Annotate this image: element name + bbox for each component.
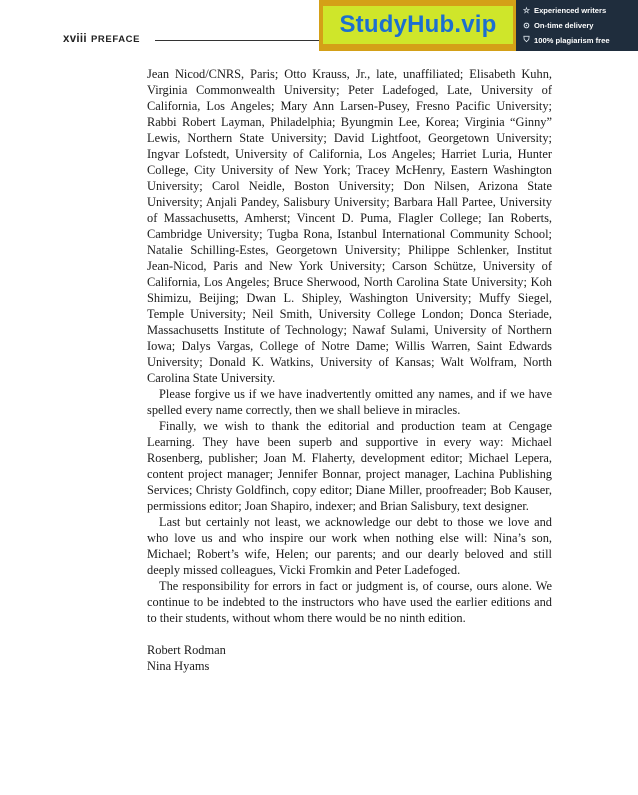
clock-icon: ⊙: [523, 20, 530, 30]
feature-item: [522, 18, 594, 32]
signature-block: [147, 642, 552, 674]
apology-paragraph: Please forgive us if we have inadvertently omitted any names, and if we have spelled every name correctly, then we shall believe in miracles.: [147, 387, 552, 417]
feature-label: Experienced writers: [534, 5, 607, 15]
banner-brand-panel[interactable]: [319, 0, 516, 51]
preface-body: [147, 66, 552, 674]
page-number: xviii: [63, 33, 87, 45]
ad-banner[interactable]: [319, 0, 638, 51]
family-thanks-paragraph: Last but certainly not least, we acknowledge our debt to those we love and who love us and who inspire our work when nothing else will: Nina’s son, Michael; Robert’s wife, Helen; our parents; and our dearly beloved and still deeply missed colleagues, Vicki Fromkin and Peter Ladefoged.: [147, 515, 552, 577]
responsibility-paragraph: The responsibility for errors in fact or judgment is, of course, ours alone. We continue to be indebted to the instructors who have used the earlier editions and to their students, without whom there would be no ninth edition.: [147, 579, 552, 625]
shield-icon: ⛉: [523, 35, 530, 44]
author-signature: Nina Hyams: [147, 659, 210, 673]
feature-label: 100% plagiarism free: [534, 35, 610, 45]
acknowledgments-list-paragraph: Jean Nicod/CNRS, Paris; Otto Krauss, Jr., late, unaffiliated; Elisabeth Kuhn, Virginia Commonwealth University; Peter Ladefoged, Late, University of California, Los Angeles; Mary Ann Larsen-Pusey, Fresno Pacific University; Rabbi Robert Layman, Philadelphia; Byungmin Lee, Korea; Virginia “Ginny” Lewis, Northern State University; David Lightfoot, Georgetown University; Ingvar Lofstedt, University of California, Los Angeles; Harriet Luria, Hunter College, City University of New York; Tracey McHenry, Eastern Washington University; Carol Neidle, Boston University; Don Nilsen, Arizona State University; Anjali Pandey, Salisbury University; Barbara Hall Partee, University of Massachusetts, Amherst; Vincent D. Puma, Flagler College; Ian Roberts, Cambridge University; Tugba Rona, Istanbul International Community School; Natalie Schilling-Estes, Georgetown University; Philippe Schlenker, Institut Jean-Nicod, Paris and New York University; Carson Schütze, University of California, Los Angeles; Bruce Sherwood, North Carolina State University; Koh Shimizu, Beijing; Dwan L. Shipley, Washington University; Muffy Siegel, Temple University; Neil Smith, University College London; Donca Steriade, Massachusetts Institute of Technology; Nawaf Sulami, University of Northern Iowa; Dalys Vargas, College of Notre Dame; Willis Warren, Saint Edwards University; Donald K. Watkins, University of Kansas; Walt Wolfram, North Carolina State University.: [147, 67, 552, 385]
author-signature: Robert Rodman: [147, 643, 226, 657]
feature-label: On-time delivery: [534, 20, 594, 30]
banner-features-panel: [516, 0, 638, 51]
brand-logo[interactable]: StudyHub.vip: [323, 6, 513, 44]
editorial-thanks-paragraph: Finally, we wish to thank the editorial and production team at Cengage Learning. They have been superb and supportive in every way: Michael Rosenberg, publisher; Joan M. Flaherty, development editor; Michael Lepera, content project manager; Jennifer Bonnar, project manager, Lachina Publishing Services; Christy Goldfinch, copy editor; Diane Miller, proofreader; Bob Kauser, permissions editor; Joan Shapiro, indexer; and Brian Salisbury, text designer.: [147, 419, 552, 513]
feature-item: [522, 33, 610, 47]
header-rule: [155, 40, 320, 41]
star-icon: ☆: [522, 5, 531, 15]
feature-item: [522, 3, 606, 17]
section-title: PREFACE: [91, 34, 141, 45]
